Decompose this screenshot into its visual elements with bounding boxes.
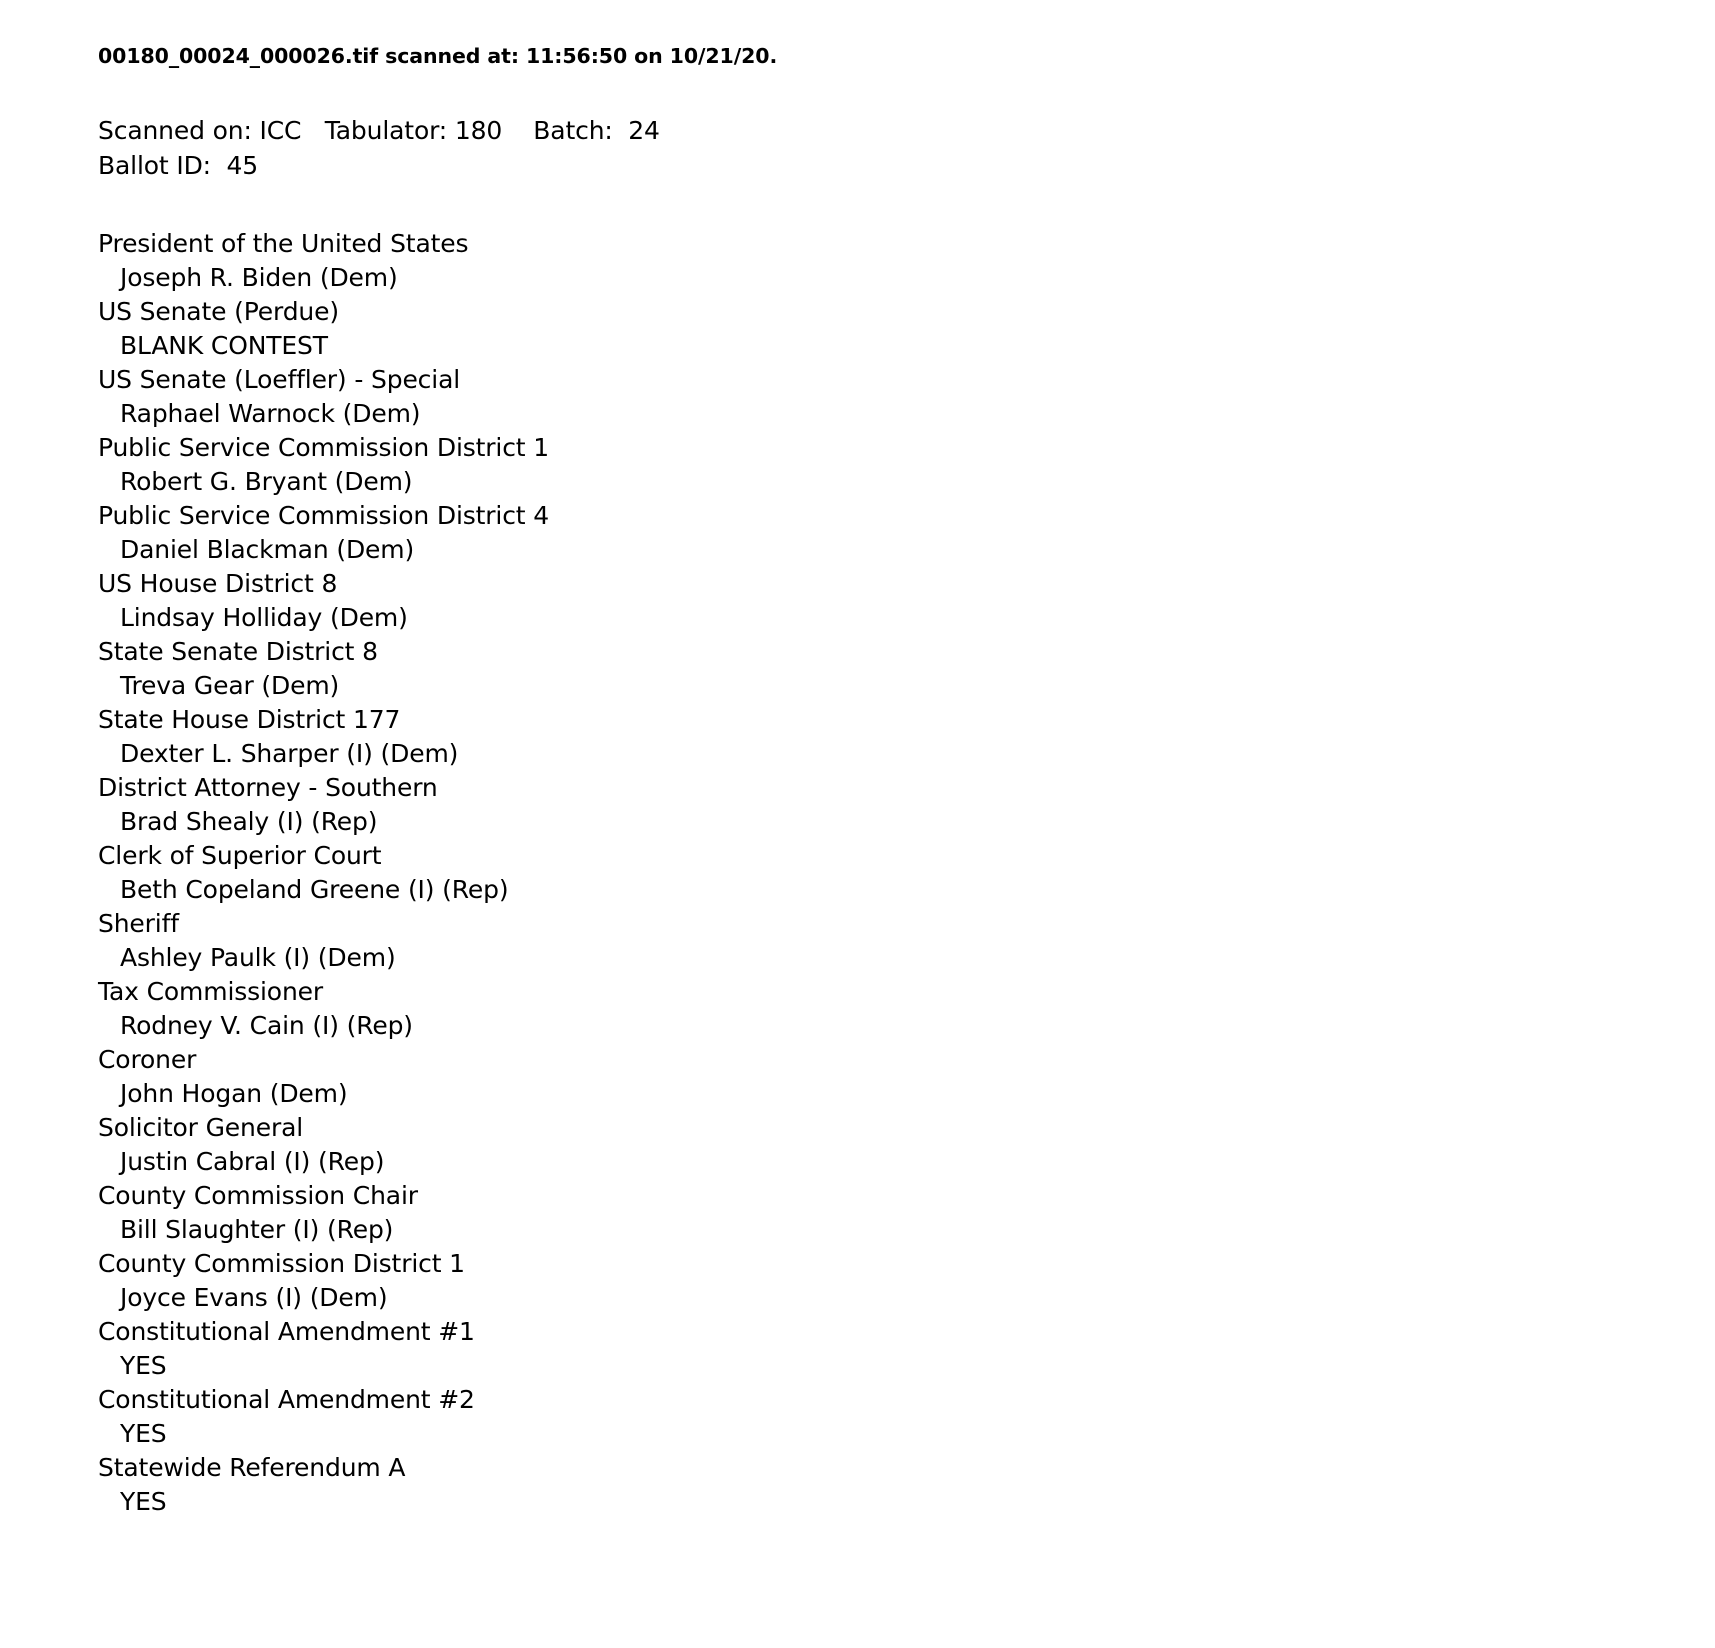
contest-selection: YES: [120, 1418, 167, 1448]
contest-title: District Attorney - Southern: [98, 772, 438, 802]
contest-title: State Senate District 8: [98, 636, 378, 666]
contest-selection: YES: [120, 1486, 167, 1516]
contest-entry: [98, 227, 1715, 295]
contest-selection: Daniel Blackman (Dem): [120, 534, 415, 564]
contest-selection: YES: [120, 1350, 167, 1380]
contest-entry: [98, 771, 1715, 839]
contest-title: US Senate (Loeffler) - Special: [98, 364, 461, 394]
contest-title: County Commission Chair: [98, 1180, 418, 1210]
contest-entry: [98, 1043, 1715, 1111]
contest-entry: [98, 1451, 1715, 1519]
contest-entry: [98, 907, 1715, 975]
contest-selection: Beth Copeland Greene (I) (Rep): [120, 874, 509, 904]
contest-entry: [98, 1383, 1715, 1451]
contest-entry: [98, 1179, 1715, 1247]
contest-title: Sheriff: [98, 908, 179, 938]
contest-selection: Joyce Evans (I) (Dem): [120, 1282, 388, 1312]
contest-entry: [98, 363, 1715, 431]
contest-title: Coroner: [98, 1044, 197, 1074]
ballot-id-line: Ballot ID: 45: [98, 151, 259, 181]
contest-selection: John Hogan (Dem): [120, 1078, 348, 1108]
contest-entry: [98, 1111, 1715, 1179]
scan-header-line: [98, 44, 1715, 69]
contest-selection: Treva Gear (Dem): [120, 670, 340, 700]
contest-entry: [98, 1315, 1715, 1383]
contest-list: [98, 227, 1715, 1519]
contest-selection: Justin Cabral (I) (Rep): [120, 1146, 385, 1176]
scan-source-line: Scanned on: ICC Tabulator: 180 Batch: 24: [98, 115, 660, 145]
contest-selection: Dexter L. Sharper (I) (Dem): [120, 738, 459, 768]
contest-entry: [98, 635, 1715, 703]
contest-selection: Lindsay Holliday (Dem): [120, 602, 408, 632]
contest-entry: [98, 1247, 1715, 1315]
contest-entry: [98, 431, 1715, 499]
contest-entry: [98, 295, 1715, 363]
contest-title: Constitutional Amendment #1: [98, 1316, 475, 1346]
contest-entry: [98, 499, 1715, 567]
contest-title: US House District 8: [98, 568, 338, 598]
contest-entry: [98, 975, 1715, 1043]
contest-title: President of the United States: [98, 228, 469, 258]
contest-title: Statewide Referendum A: [98, 1452, 406, 1482]
contest-selection: Bill Slaughter (I) (Rep): [120, 1214, 394, 1244]
contest-title: County Commission District 1: [98, 1248, 465, 1278]
scan-metadata: [98, 113, 1715, 184]
contest-selection: Rodney V. Cain (I) (Rep): [120, 1010, 413, 1040]
contest-selection: BLANK CONTEST: [120, 330, 328, 360]
scanned-file-info: 00180_00024_000026.tif scanned at: 11:56:50 on 10/21/20.: [98, 44, 778, 68]
contest-title: Clerk of Superior Court: [98, 840, 382, 870]
contest-title: Constitutional Amendment #2: [98, 1384, 475, 1414]
contest-selection: Joseph R. Biden (Dem): [120, 262, 398, 292]
contest-selection: Robert G. Bryant (Dem): [120, 466, 413, 496]
contest-selection: Raphael Warnock (Dem): [120, 398, 421, 428]
contest-title: State House District 177: [98, 704, 401, 734]
contest-title: US Senate (Perdue): [98, 296, 339, 326]
contest-selection: Brad Shealy (I) (Rep): [120, 806, 378, 836]
contest-entry: [98, 839, 1715, 907]
contest-title: Solicitor General: [98, 1112, 304, 1142]
contest-title: Public Service Commission District 4: [98, 500, 550, 530]
contest-entry: [98, 567, 1715, 635]
contest-entry: [98, 703, 1715, 771]
contest-title: Tax Commissioner: [98, 976, 323, 1006]
contest-title: Public Service Commission District 1: [98, 432, 550, 462]
contest-selection: Ashley Paulk (I) (Dem): [120, 942, 396, 972]
